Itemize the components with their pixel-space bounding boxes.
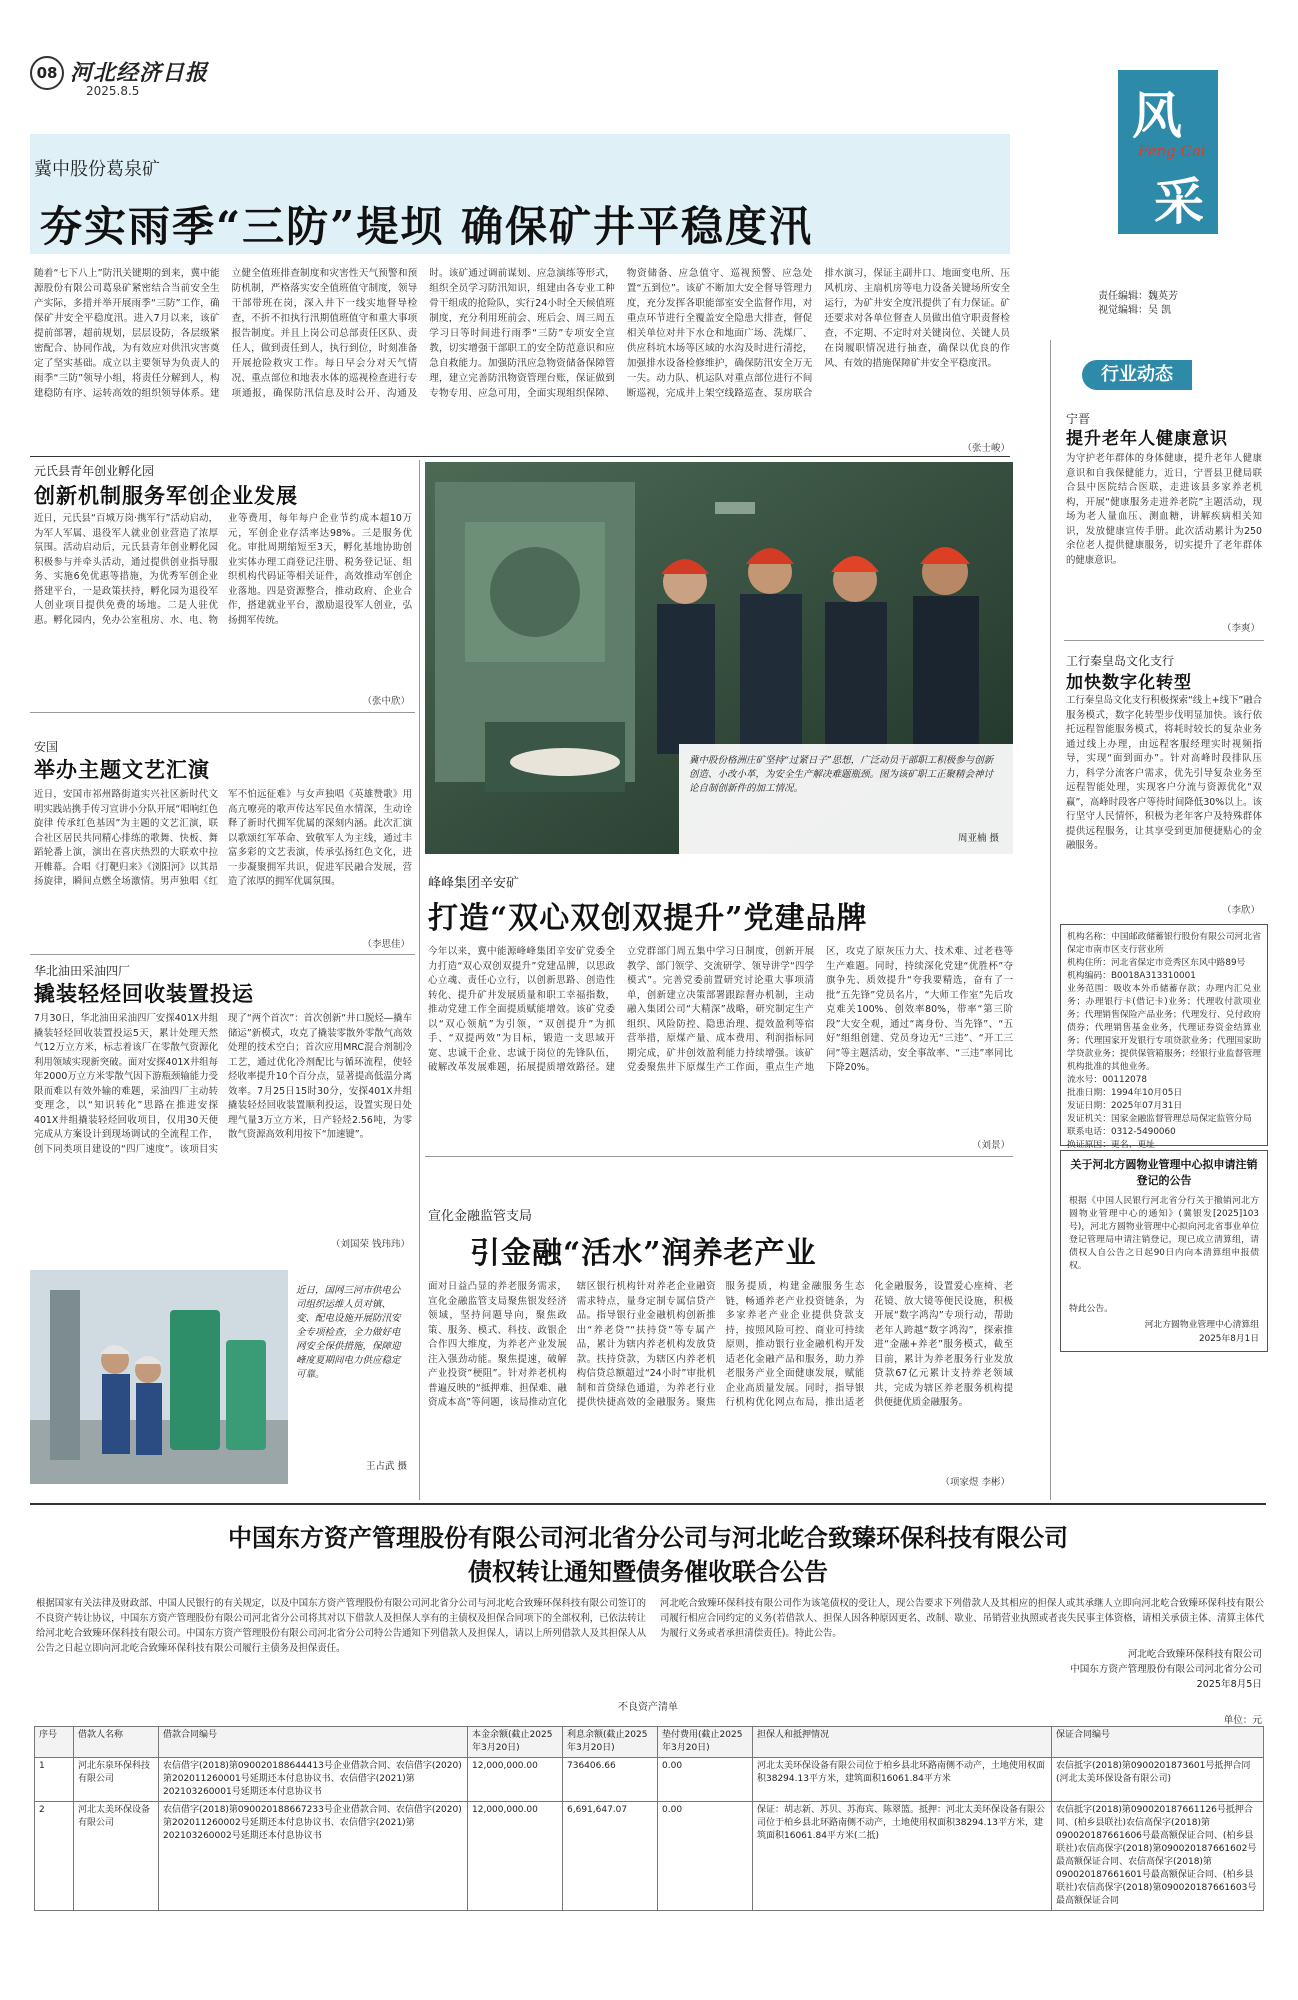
- th-guarantee-contract: 保证合同编号: [1052, 1727, 1264, 1758]
- article1-byline: （张中欣）: [362, 696, 410, 707]
- deregistration-notice-closing: 特此公告。: [1069, 1304, 1113, 1314]
- article4-body: 今年以来，冀中能源峰峰集团辛安矿党委全力打造“双心双创双提升”党建品牌，以思政心立魂、责任心立行，以创新思路、创造性转化、提升矿井发展质量和职工幸福指数，推动党建工作全面提质赋能增效。该矿党委以“双心领航”为引领，“双创提升”为抓手、“双提两效”为目标，锻造一支思域开宽、忠诚干企业、忠诚于岗位的先锋队伍，破解改革发展难题，拓展提质增效路径。建立党群部门周五集中学习日制度，创新开展教学、部门领学、交流研学、领导讲学“四学模式”。完善党委前置研究讨论重大事项清单，创新建立决策部署跟踪督办机制，主动融入集团公司“大精深”战略，研究制定生产组织、风险防控、隐患治理、提效盈利等宿营举措，原煤产量、成本费用、利润指标同期完成，矿井创效盈利能力持续增强。该矿党委聚焦井下原煤生产工作面，重点生产地区，攻克了原灰压力大、技术难、过老巷等生产难题。同时，持续深化党建“优胜杯”夺旗争先、质效提升“夸我要精选，奋有了一批“五先锋”党员名片，“大师工作室”先后攻克难关100%、创效率80%，带率“第三阶段”大安全观，通过“离身份、当先锋”、“五好”组组创建、党员身边无“三违”、“开工三问”等主题活动，安全事故率、“三违”率同比下降20%。: [428, 946, 1013, 1073]
- cell-borrower: 河北太美环保设备有限公司: [74, 1802, 159, 1911]
- license-notice-box: [1060, 924, 1268, 1150]
- th-index: 序号: [35, 1727, 74, 1758]
- article5-body: 面对日益凸显的养老服务需求，宣化金融监管支局聚焦银发经济领域，坚持问题导向，聚焦政策、服务、模式、科技、政银企合作四大维度，为养老产业发展注入强劲动能。聚焦提速，破解产业投资“梗阻”。针对养老机构普遍反映的“抵押难、担保难、融资成本高”等问题，该局推动宣化辖区银行机构针对养老企业融资需求特点，量身定制专属信贷产品。指导银行业金融机构创新推出“养老贷”“扶持贷”等专属产品，累计为辖内养老机构发放贷款。扶持贷款，为辖区内养老机构信贷总额超过“24小时”审批机制和首贷绿色通道，为养老行业提供快捷高效的金融服务。聚焦服务提质，构建金融服务生态链，畅通养老产业投资链条，为多家养老产业企业提供贷款支持，按照风险可控、商业可持续原则，推动银行业金融机构开发适老化金融产品和服务，助力养老服务产业全面健康发展，赋能企业高质量发展。同时，指导银行机构优化网点布局，推出适老化金融服务，设置爱心座椅、老花镜、放大镜等便民设施，积极开展“数字鸿沟”专项行动，帮助老年人跨越“数字鸿沟”，探索推进“金融+养老”服务模式，截至目前，累计为养老服务行业发放贷款67亿元累计支持养老领域共，完成为辖区养老服务机构提供便捷优质金融服务。: [428, 1281, 1013, 1408]
- license-notice-text: 机构名称：中国邮政储蓄银行股份有限公司河北省保定市南市区支行营业所 机构住所：河北省保定市竞秀区东风中路89号 机构编码：B0018A313310001 业务范围：吸收本外币储蓄存款；办理内汇兑业务；办理银行卡(借记卡)业务；代理收付款项业务；代理销售保险产品业务；代理发行、兑付政府债券；代理销售基金业务，代理证券资金结算业务；代理国家开发银行专项贷款业务；代理国家助学贷款业务；提供保管箱服务；经银行业监督管理机构批准的其他业务。 流水号：00112078 批准日期：1994年10月05日 发证日期：2025年07月31日 发证机关：国家金融监督管理总局保定监管分局 联系电话：0312-5490060 换证原因：更名、更址: [1067, 932, 1261, 1150]
- news2-body: 工行秦皇岛文化支行积极探索“线上+线下”融合服务模式，数字化转型步伐明显加快。该行依托远程智能服务模式，将耗时较长的复杂业务通过线上办理，由远程客服经理实时视频指导，实现“面到面办”。针对高峰时段排队压力，科学分流客户需求，优先引导复杂业务至远程智能处理，实现客户分流与资源优化“双赢”，高峰时段客户等待时间降低30%以上。该行坚守人民情怀，积极为老年客户及特殊群体提供远程服务，让其享受到更加便捷贴心的金融服务。: [1066, 695, 1262, 851]
- article4-byline: （刘景）: [971, 1140, 1010, 1151]
- lead-body-text: 随着“七下八上”防汛关键期的到来，冀中能源股份有限公司葛泉矿紧密结合当前安全生产实际，多措并举开展雨季“三防”工作，确保矿井安全平稳度汛。进入7月以来，该矿提前部署，超前规划，层层设防，各层级紧密配合、协同作战，为有效应对供汛灾害奠定了坚实基础。成立以主要领导为负责人的雨季“三防”领导小组，将责任分解到人，构建稳防有序、运转高效的组织领导体系。建立健全值班排查制度和灾害性天气预警和预防机制，严格落实安全值班值守制度，领导干部带班在岗，深入井下一线实地督导检查，不折不扣执行汛期值班值守和重大事项报告制度。并且上岗公司总部责任区队、责任人，做到责任到人，执行到位，时刻准备开展抢险救灾工作。每日早会分对天气情况、重点部位和地表水体的巡视检查进行专项通报，确保防汛信息及时公开、沟通及时。该矿通过调前谋划、应急演练等形式，组织全员学习防汛知识，组建由各专业工种骨干组成的抢险队，实行24小时全天候值班制度，充分利用班前会、班后会、周三周五学习日等时间进行雨季“三防”专项安全宣教，切实增强干部职工的安全防范意识和应急自救能力。加强防汛应急物资储备保障管理，建立完善防汛物资管理台账，保证做到专物专用、应急可用，全面实现组织保障、物资储备、应急值守、巡视预警、应急处置“五到位”。该矿不断加大安全督导管理力度，充分发挥各职能部室安全监督作用，对重点环节进行全覆盖安全隐患大排查，督促相关单位对井下水仓和地面广场、洗煤厂、供应科坑木场等区域的水沟及时进行清挖，加强排水设备检修维护，确保防汛安全万无一失。动力队、机运队对重点部位进行不间断巡视，完成井上架空线路巡查、泵房联合排水演习，保证主副井口、地面变电所、压风机房、主扇机房等电力设备关键场所安全运行，为矿井安全度汛提供了有力保证。矿还要求对各单位督查人员做出值守职责督检查，不定期、不定时对关键岗位、关键人员在岗履职情况进行抽查，确保以优良的作风、有效的措施保障矿井安全平稳度汛。: [34, 268, 1010, 399]
- deregistration-notice-title: 关于河北方圆物业管理中心拟申请注销登记的公告: [1070, 1158, 1258, 1187]
- article3-title: 撬装轻烃回收装置投运: [34, 981, 254, 1006]
- lead-byline: （张士峻）: [962, 443, 1010, 454]
- th-contract: 借款合同编号: [159, 1727, 468, 1758]
- announcement-sig-date: 2025年8月5日: [1196, 1679, 1262, 1690]
- deregistration-notice-box: [1060, 1150, 1268, 1352]
- cell-interest: 736406.66: [563, 1758, 658, 1802]
- lead-divider: [30, 456, 1010, 457]
- article2-kicker: 安国: [34, 740, 59, 754]
- announcement-para-right: 河北屹合致臻环保科技有限公司作为该笔债权的受让人，现公告要求下列借款人及其相应的担保人或其承继人立即向河北屹合致臻环保科技有限公司履行相应合同约定的义务(若借款人、担保人因各种原因更名、改制、歇业、吊销营业执照或者丧失民事主体资格，请相关承债主体、清算主体代为履行义务或者承担清偿责任)。特此公告。: [660, 1598, 1264, 1639]
- col-divider-right: [1050, 340, 1051, 1500]
- deregistration-notice-body: 根据《中国人民银行河北省分行关于撤销河北方圆物业管理中心的通知》(冀银发[2025]103号)，河北方圆物业管理中心拟向河北省事业单位登记管理局申请注销登记，现已成立清算组，请债权人自公告之日起90日内向本清算组申报债权。: [1069, 1196, 1259, 1271]
- article2-title: 举办主题文艺汇演: [34, 757, 210, 782]
- news1-divider: [1064, 640, 1264, 641]
- cell-fees: 0.00: [658, 1758, 753, 1802]
- visual-editor-credit: 视觉编辑：吴 凯: [1098, 305, 1172, 316]
- th-principal: 本金余额(截止2025年3月20日): [468, 1727, 563, 1758]
- announcement-sig-1: 河北屹合致臻环保科技有限公司: [1127, 1649, 1262, 1660]
- news1-body: 为守护老年群体的身体健康，提升老年人健康意识和自我保健能力，近日，宁晋县卫健局联合县中医院结合医联，走进该县多家养老机构，开展“健康服务走进养老院”主题活动，现场为老人量血压、测血糖，讲解疾病相关知识，发放健康宣传手册。此次活动累计为250余位老人提供健康服务，切实提升了老年群体的健康意识。: [1066, 453, 1262, 566]
- article4-divider: [425, 1156, 1013, 1157]
- article1-body: 近日，元氏县“百城万岗·携军行”活动启动，为军人军属、退役军人就业创业营造了浓厚氛围。活动启动后，元氏县青年创业孵化园积极参与并牵头活动，通过提供创业指导服务、实施6免优惠等措施，为优秀军创企业搭建平台，一是政策扶持，孵化园为退役军人创业项目提供免费的场地。二是人驻优惠。孵化园内，免办公室租房、水、电、物业等费用，每年每户企业节约成本超10万元，军创企业存活率达98%。三是服务优化。审批周期缩短至3天，孵化基地协助创业实体办理工商登记注册、税务登记证、组织机构代码证等相关证件，高效推动军创企业落地。四是资源整合，推动政府、企业合作，搭建就业平台，激励退役军人创业，弘扬拥军传统。: [34, 513, 412, 626]
- th-guarantee: 担保人和抵押情况: [753, 1727, 1052, 1758]
- section-pinyin: Feng Cai: [1138, 142, 1206, 160]
- news2-byline: （李欣）: [1221, 905, 1260, 916]
- section-badge: [1118, 70, 1218, 234]
- article1-kicker: 元氏县青年创业孵化园: [34, 464, 155, 478]
- photo2-caption: 近日，国网三河市供电公司组织运维人员对镇、变、配电设施开展防汛安全专项检查，全力做好电网安全保供措施，保障迎峰度夏期间电力供应稳定可靠。: [296, 1285, 401, 1380]
- lead-title: 夯实雨季“三防”堤坝 确保矿井平稳度汛: [40, 202, 813, 251]
- news2-kicker: 工行秦皇岛文化支行: [1066, 654, 1175, 668]
- table-row: [35, 1802, 1264, 1911]
- editor-credit: 责任编辑：魏英芳: [1098, 291, 1178, 302]
- section-char-1: 风: [1132, 86, 1182, 145]
- cell-interest: 6,691,647.07: [563, 1802, 658, 1911]
- article3-body: 7月30日，华北油田采油四厂安探401X井组撬装轻烃回收装置投运5天，累计处理天然气12万立方米，标志着该厂在零散气资源化利用领域实现新突破。面对安探401X井组每年2000万立方米零散气因下游瓶颈输能力受限而难以有效外输的难题，采油四厂主动转变理念，以“知识转化”思路在推进安探401X井组撬装轻烃回收项目，仅用30天便完成从方案设计到现场调试的全流程工作，创下同类项目建设的“四厂速度”。该项目实现了“两个首次”：首次创新“井口脱烃—撬车储运”新模式，攻克了撬装零散外零散气高效处理的技术空白；首次应用MRC混合剂制冷工艺，通过优化冷剂配比与循环流程，使轻烃收率提升10个百分点，显著提高低温分离效率。7月25日15时30分，安探401X井组撬装轻烃回收装置顺利投运，设置实现日处理气量3万立方米，日产轻烃2.56吨，为零散气资源高效利用按下“加速键”。: [34, 1013, 412, 1155]
- cell-principal: 12,000,000.00: [468, 1802, 563, 1911]
- asset-table-wrap: [34, 1726, 1264, 1911]
- cell-guarantee-contract: 农信抵字(2018)第090020187661126号抵押合同、(柏乡县联社)农信高保字(2018)第090020187661606号最高额保证合同、(柏乡县联社)农信高保字(2018)第090020187661602号最高额保证合同、农信高保字(2018)第090020187661601号最高额保证合同、(柏乡县联社)农信高保字(2018)第090020187661603号最高额保证合同: [1052, 1802, 1264, 1911]
- article3-byline: （刘国荣 钱玮玮）: [330, 1239, 410, 1250]
- photo2-credit: 王占武 摄: [365, 1461, 407, 1472]
- announcement-para-left: 根据国家有关法律及财政部、中国人民银行的有关规定，以及中国东方资产管理股份有限公司河北省分公司与河北屹合致臻环保科技有限公司签订的不良资产转让协议，中国东方资产管理股份有限公司河北省分公司将其对以下借款人及担保人享有的主债权及担保合同项下的全部权利，已依法转让给河北屹合致臻环保科技有限公司。中国东方资产管理股份有限公司河北省分公司特公告通知下列借款人及担保人，请以上所列借款人及其担保人从公告之日起立即向河北屹合致臻环保科技有限公司履行主债务及担保责任。: [36, 1598, 646, 1654]
- cell-index: 1: [35, 1758, 74, 1802]
- paper-name: 河北经济日报: [70, 60, 209, 86]
- lead-body: [34, 266, 1010, 454]
- article3-kicker: 华北油田采油四厂: [34, 964, 131, 978]
- announcement-sig-2: 中国东方资产管理股份有限公司河北省分公司: [1070, 1664, 1262, 1675]
- cell-contract: 农信借字(2018)第090020188644413号企业借款合同、农信借字(2020)第202011260001号延期还本付息协议书、农信借字(2021)第202103260001号延期还本付息协议书: [159, 1758, 468, 1802]
- article2-body: 近日，安国市祁州路街道实兴社区新时代文明实践站携手传习宣讲小分队开展“唱响红色旋律 传承红色基因”为主题的文艺汇演，联合社区居民共同精心排练的歌舞、快板、舞蹈轮番上演，演出在喜庆热烈的大联欢中拉开帷幕。合唱《打靶归来》《浏阳河》以其昂扬旋律，瞬间点燃全场激情。男声独唱《红军不怕远征难》与女声独唱《英雄赞歌》用高亢嘹亮的歌声传达军民鱼水情深，生动诠释了新时代拥军优属的深刻内涵。此次汇演以歌颂红军革命、致敬军人为主线，通过丰富多彩的文艺表演，传承弘扬红色文化，进一步凝聚拥军共识，促进军民融合发展，营造了浓厚的拥军优属氛围。: [34, 789, 412, 887]
- asset-table-title: 不良资产清单: [618, 1702, 678, 1713]
- news1-title: 提升老年人健康意识: [1066, 429, 1228, 449]
- article2-byline: （李思佳）: [362, 939, 410, 950]
- cell-guarantee-contract: 农信抵字(2018)第0900201873601号抵押合同(河北太美环保设备有限公司): [1052, 1758, 1264, 1802]
- article1-title: 创新机制服务军创企业发展: [34, 483, 298, 508]
- news1-byline: （李爽）: [1221, 623, 1260, 634]
- cell-guarantee: 河北太美环保设备有限公司位于柏乡县北环路南侧不动产，土地使用权面积38294.13平方米，建筑面积16061.84平方米: [753, 1758, 1052, 1802]
- col-divider-left: [419, 460, 420, 1500]
- asset-table: [34, 1726, 1264, 1911]
- industry-news-label: 行业动态: [1082, 360, 1192, 390]
- deregistration-notice-signature: 河北方圆物业管理中心清算组: [1144, 1320, 1259, 1330]
- article5-kicker: 宣化金融监管支局: [428, 1209, 533, 1224]
- news1-kicker: 宁晋: [1066, 412, 1091, 426]
- photo1-caption-box: [679, 744, 1013, 854]
- announcement-title-1: 中国东方资产管理股份有限公司河北省分公司与河北屹合致臻环保科技有限公司: [228, 1524, 1068, 1552]
- article5-title: 引金融“活水”润养老产业: [470, 1236, 817, 1271]
- deregistration-notice-date: 2025年8月1日: [1199, 1334, 1259, 1344]
- photo-power-inspection: [30, 1270, 415, 1484]
- cell-borrower: 河北东泉环保科技有限公司: [74, 1758, 159, 1802]
- news2-title: 加快数字化转型: [1066, 673, 1192, 693]
- cell-fees: 0.00: [658, 1802, 753, 1911]
- th-interest: 利息余额(截止2025年3月20日): [563, 1727, 658, 1758]
- asset-table-unit: 单位：元: [1223, 1715, 1262, 1726]
- article2-divider: [30, 954, 415, 955]
- photo1-caption: 冀中股份格洲庄矿坚持“过紧日子”思想，广泛动员干部职工积极参与创新创造、小改小革，为安全生产解决难题瓶颈。图为该矿职工正聚精会神讨论自制创新件的加工情况。: [689, 755, 994, 794]
- page-number-badge: 08: [30, 56, 64, 90]
- th-borrower: 借款人名称: [74, 1727, 159, 1758]
- th-fees: 垫付费用(截止2025年3月20日): [658, 1727, 753, 1758]
- lead-kicker: 冀中股份葛泉矿: [34, 159, 160, 180]
- section-char-2: 采: [1154, 172, 1204, 231]
- article4-kicker: 峰峰集团辛安矿: [428, 876, 520, 891]
- announcement-title-2: 债权转让通知暨债务催收联合公告: [468, 1558, 828, 1586]
- photo-workers-machine: [425, 462, 1013, 854]
- cell-index: 2: [35, 1802, 74, 1911]
- photo2-caption-box: [288, 1270, 415, 1484]
- article1-divider: [30, 712, 415, 713]
- cell-contract: 农信借字(2018)第090020188667233号企业借款合同、农信借字(2020)第202011260002号延期还本付息协议书、农信借字(2021)第202103260002号延期还本付息协议书: [159, 1802, 468, 1911]
- asset-table-header: [35, 1727, 1264, 1758]
- page-header: [0, 0, 1298, 100]
- photo1-credit: 周亚楠 摄: [957, 833, 999, 844]
- cell-principal: 12,000,000.00: [468, 1758, 563, 1802]
- table-row: [35, 1758, 1264, 1802]
- announcement-top-rule: [30, 1503, 1266, 1505]
- issue-date: 2025.8.5: [86, 84, 140, 98]
- cell-guarantee: 保证：胡志新、苏贝、苏海宾、陈翠篮。抵押：河北太美环保设备有限公司位于柏乡县北环路南侧不动产，土地使用权面积38294.13平方米，建筑面积16061.84平方米(二抵): [753, 1802, 1052, 1911]
- article5-byline: （项家煜 李彬）: [940, 1477, 1010, 1488]
- article4-title: 打造“双心双创双提升”党建品牌: [428, 901, 868, 936]
